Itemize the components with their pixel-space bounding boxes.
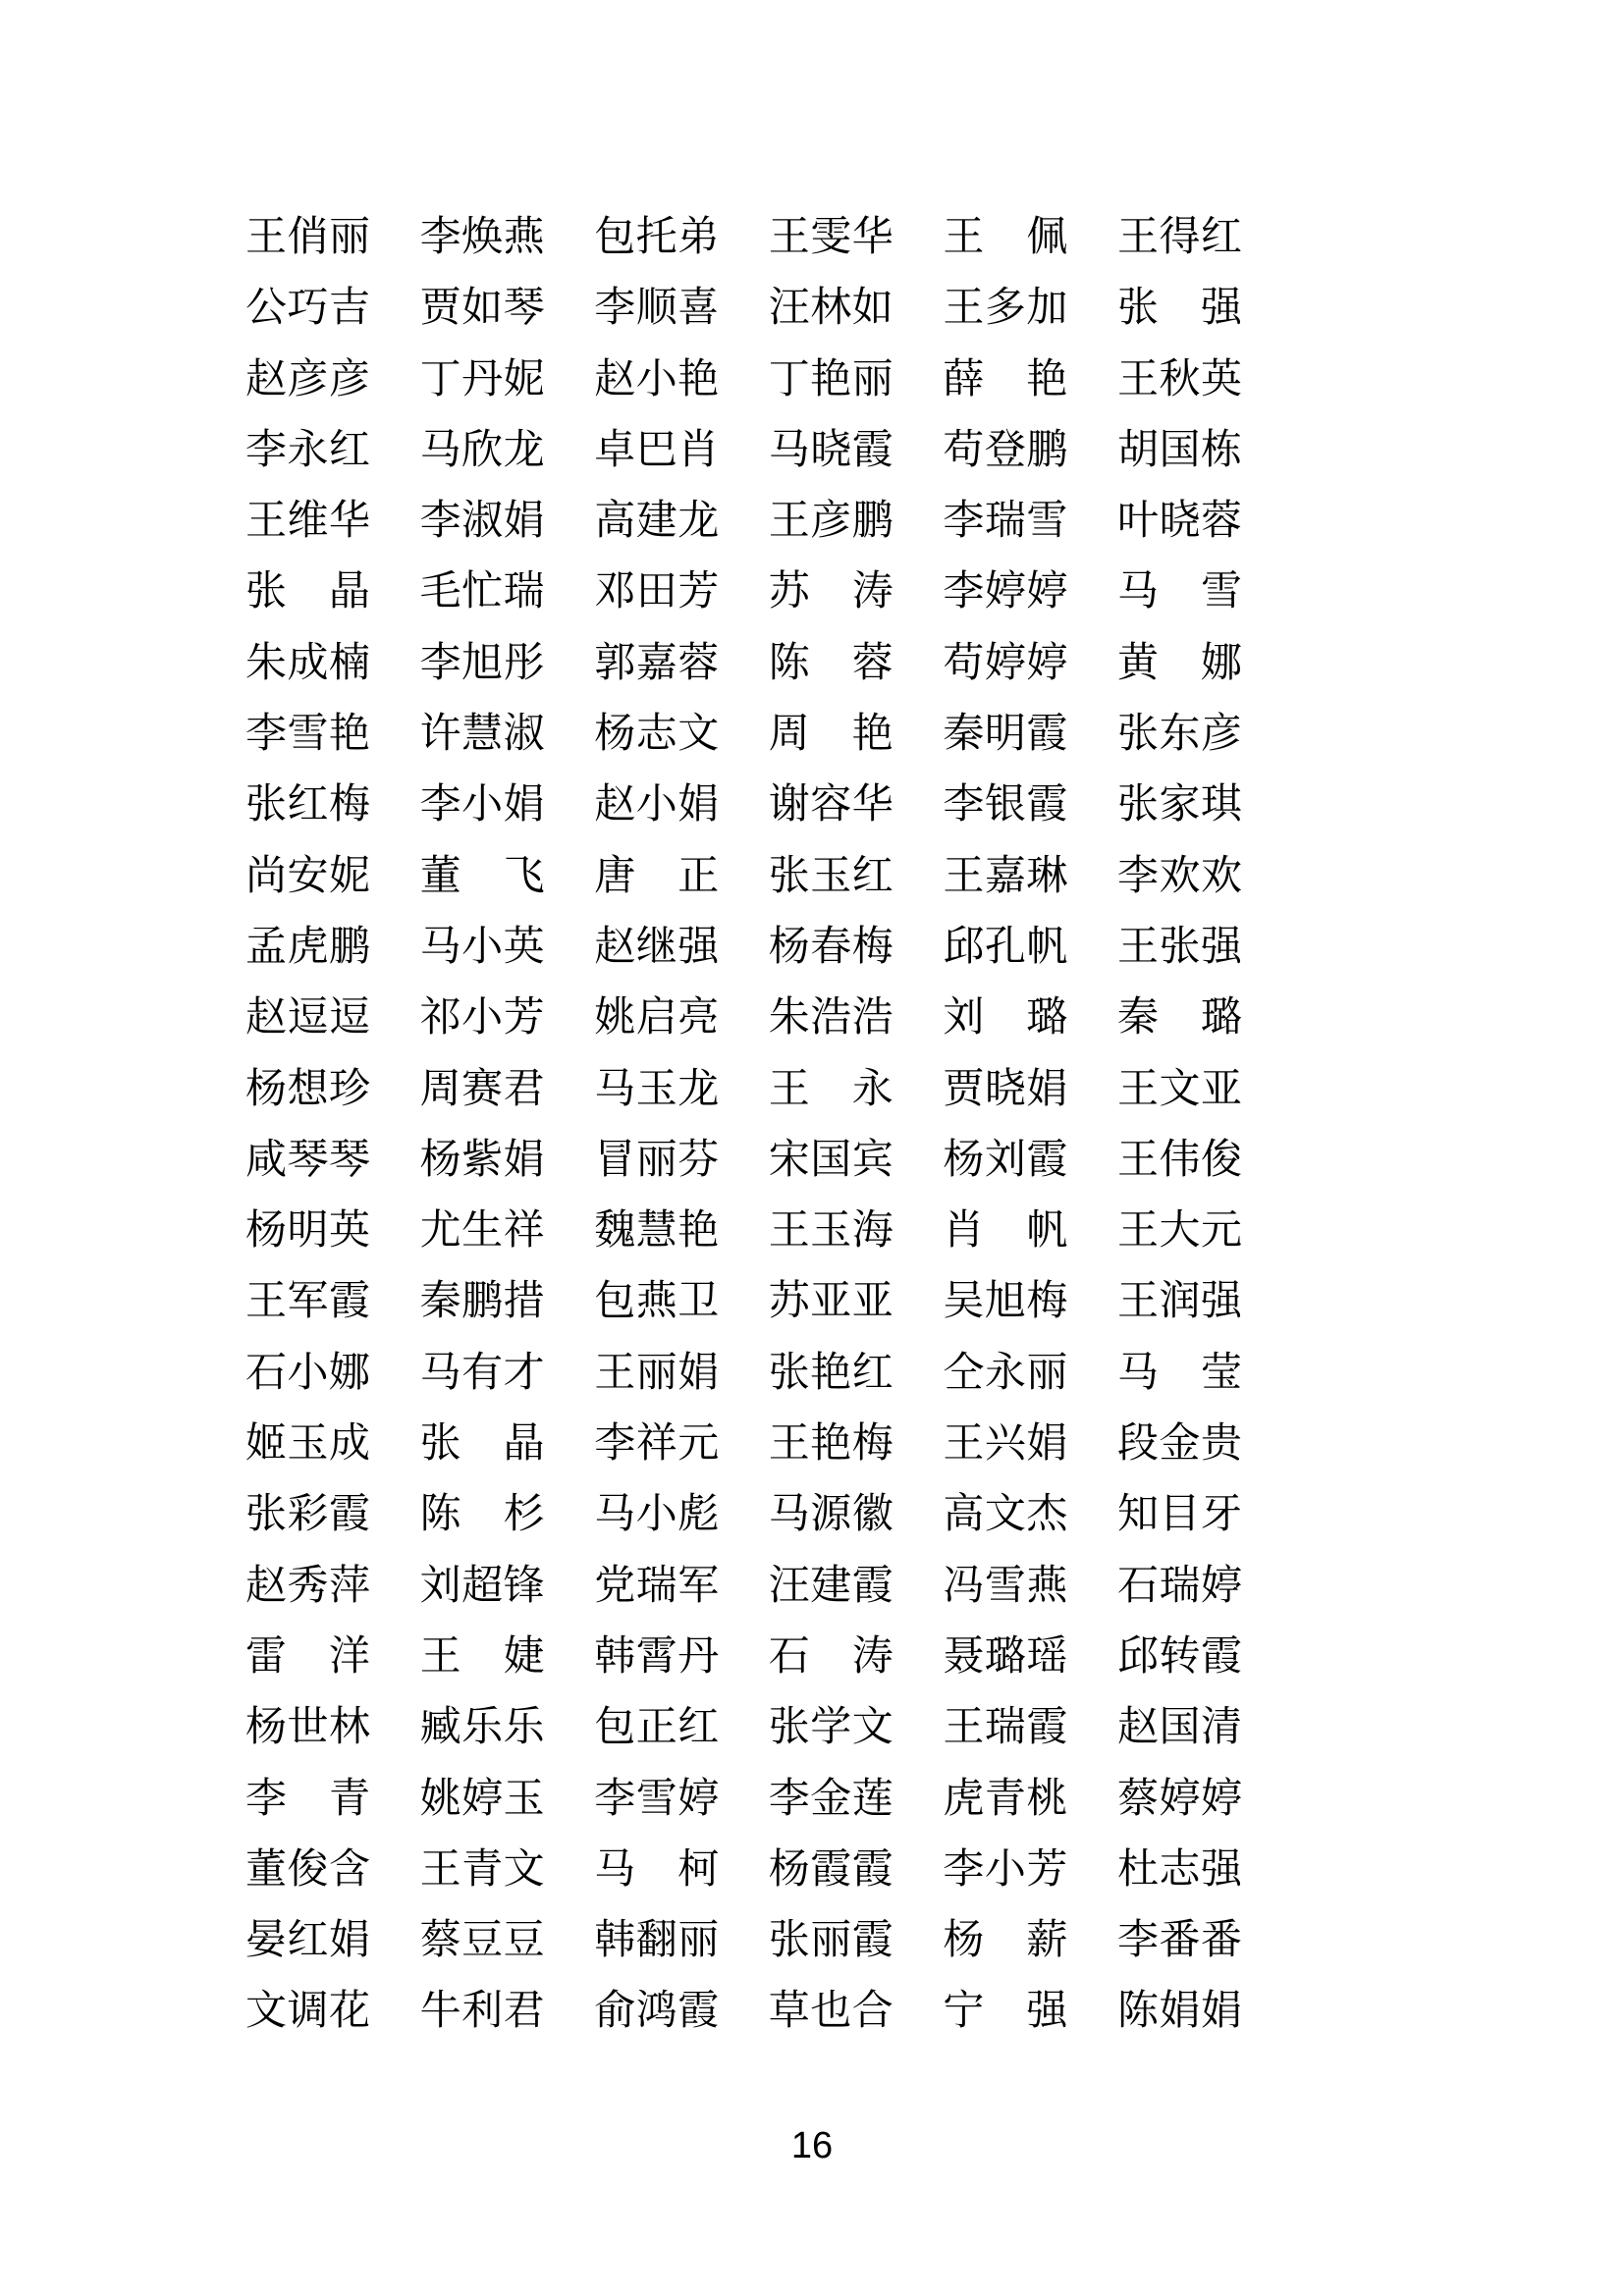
name-entry: 秦 璐 <box>1116 992 1243 1041</box>
page-number: 16 <box>790 2125 834 2166</box>
name-entry: 苏 涛 <box>768 566 894 615</box>
name-entry: 邱转霞 <box>1116 1630 1243 1680</box>
name-entry: 马 柯 <box>594 1843 720 1893</box>
name-entry: 李小娟 <box>419 779 546 828</box>
name-entry: 杨霞霞 <box>768 1843 894 1893</box>
name-entry: 孟虎鹏 <box>245 921 371 970</box>
name-entry: 李银霞 <box>943 779 1068 828</box>
name-entry: 杨明英 <box>245 1205 371 1255</box>
name-entry: 马晓霞 <box>768 424 894 473</box>
name-entry: 杨世林 <box>245 1702 371 1751</box>
name-entry: 韩翻丽 <box>594 1915 720 1964</box>
name-entry: 董 飞 <box>419 850 546 899</box>
name-entry: 马有才 <box>419 1347 546 1396</box>
name-entry: 石瑞婷 <box>1116 1560 1243 1609</box>
name-entry: 张东彦 <box>1116 709 1243 758</box>
name-entry: 赵小艳 <box>594 353 720 402</box>
name-entry: 陈 蓉 <box>768 637 894 686</box>
name-entry: 姚启亮 <box>594 992 720 1041</box>
name-entry: 李雪婷 <box>594 1773 720 1822</box>
name-entry: 刘超锋 <box>419 1560 546 1609</box>
name-entry: 魏慧艳 <box>594 1205 720 1255</box>
name-entry: 李永红 <box>245 424 371 473</box>
name-entry: 李婷婷 <box>943 566 1068 615</box>
name-entry: 李焕燕 <box>419 212 546 260</box>
name-entry: 祁小芳 <box>419 992 546 1041</box>
name-entry: 张 强 <box>1116 283 1243 332</box>
name-entry: 谢容华 <box>768 779 894 828</box>
name-entry: 胡国栋 <box>1116 424 1243 473</box>
name-entry: 冯雪燕 <box>943 1560 1068 1609</box>
name-entry: 肖 帆 <box>943 1205 1068 1255</box>
name-entry: 包正红 <box>594 1702 720 1751</box>
name-entry: 张玉红 <box>768 850 894 899</box>
name-entry: 马欣龙 <box>419 424 546 473</box>
name-entry: 晏红娟 <box>245 1915 371 1964</box>
name-entry: 王 永 <box>768 1063 894 1112</box>
name-entry: 杨刘霞 <box>943 1134 1068 1183</box>
name-entry: 俞鸿霞 <box>594 1986 720 2035</box>
name-entry: 贾晓娟 <box>943 1063 1068 1112</box>
name-entry: 聂璐瑶 <box>943 1630 1068 1680</box>
name-entry: 丁丹妮 <box>419 353 546 402</box>
name-entry: 咸琴琴 <box>245 1134 371 1183</box>
name-entry: 高建龙 <box>594 496 720 545</box>
name-entry: 周 艳 <box>768 709 894 758</box>
name-entry: 赵逗逗 <box>245 992 371 1041</box>
name-entry: 董俊含 <box>245 1843 371 1893</box>
name-entry: 毛忙瑞 <box>419 566 546 615</box>
name-entry: 赵小娟 <box>594 779 720 828</box>
name-entry: 马 莹 <box>1116 1347 1243 1396</box>
name-entry: 王多加 <box>943 283 1068 332</box>
name-entry: 包托弟 <box>594 212 720 260</box>
name-entry: 文调花 <box>245 1986 371 2035</box>
name-entry: 宋国宾 <box>768 1134 894 1183</box>
name-entry: 杨想珍 <box>245 1063 371 1112</box>
name-entry: 王伟俊 <box>1116 1134 1243 1183</box>
name-entry: 黄 娜 <box>1116 637 1243 686</box>
name-entry: 马小彪 <box>594 1489 720 1538</box>
name-entry: 杨紫娟 <box>419 1134 546 1183</box>
name-entry: 李瑞雪 <box>943 496 1068 545</box>
name-entry: 王军霞 <box>245 1276 371 1325</box>
name-entry: 姚婷玉 <box>419 1773 546 1822</box>
name-entry: 雷 洋 <box>245 1630 371 1680</box>
name-entry: 李旭彤 <box>419 637 546 686</box>
name-entry: 秦明霞 <box>943 709 1068 758</box>
name-entry: 石 涛 <box>768 1630 894 1680</box>
name-entry: 知目牙 <box>1116 1489 1243 1538</box>
name-entry: 王俏丽 <box>245 212 371 260</box>
name-entry: 王张强 <box>1116 921 1243 970</box>
name-entry: 张学文 <box>768 1702 894 1751</box>
name-entry: 朱成楠 <box>245 637 371 686</box>
name-entry: 王嘉琳 <box>943 850 1068 899</box>
name-entry: 唐 正 <box>594 850 720 899</box>
name-entry: 赵国清 <box>1116 1702 1243 1751</box>
name-entry: 叶晓蓉 <box>1116 496 1243 545</box>
name-entry: 王 婕 <box>419 1630 546 1680</box>
name-entry: 杨志文 <box>594 709 720 758</box>
name-entry: 王文亚 <box>1116 1063 1243 1112</box>
name-entry: 苟登鹏 <box>943 424 1068 473</box>
name-entry: 李 青 <box>245 1773 371 1822</box>
name-entry: 马小英 <box>419 921 546 970</box>
name-entry: 刘 璐 <box>943 992 1068 1041</box>
name-entry: 李顺喜 <box>594 283 720 332</box>
name-entry: 秦鹏措 <box>419 1276 546 1325</box>
name-entry: 杨春梅 <box>768 921 894 970</box>
name-entry: 王青文 <box>419 1843 546 1893</box>
name-entry: 苏亚亚 <box>768 1276 894 1325</box>
name-list-grid <box>245 201 1243 2047</box>
name-entry: 高文杰 <box>943 1489 1068 1538</box>
name-entry: 朱浩浩 <box>768 992 894 1041</box>
name-entry: 张 晶 <box>419 1418 546 1468</box>
name-entry: 李欢欢 <box>1116 850 1243 899</box>
name-entry: 杜志强 <box>1116 1843 1243 1893</box>
name-entry: 王丽娟 <box>594 1347 720 1396</box>
name-entry: 吴旭梅 <box>943 1276 1068 1325</box>
name-entry: 马源徽 <box>768 1489 894 1538</box>
name-entry: 张家琪 <box>1116 779 1243 828</box>
name-entry: 王艳梅 <box>768 1418 894 1468</box>
name-entry: 臧乐乐 <box>419 1702 546 1751</box>
name-entry: 陈 杉 <box>419 1489 546 1538</box>
name-entry: 蔡婷婷 <box>1116 1773 1243 1822</box>
name-entry: 周赛君 <box>419 1063 546 1112</box>
name-entry: 张红梅 <box>245 779 371 828</box>
name-entry: 尚安妮 <box>245 850 371 899</box>
name-entry: 薛 艳 <box>943 353 1068 402</box>
name-entry: 虎青桃 <box>943 1773 1068 1822</box>
name-entry: 王玉海 <box>768 1205 894 1255</box>
name-entry: 卓巴肖 <box>594 424 720 473</box>
name-entry: 段金贵 <box>1116 1418 1243 1468</box>
name-entry: 王维华 <box>245 496 371 545</box>
name-entry: 李小芳 <box>943 1843 1068 1893</box>
name-entry: 公巧吉 <box>245 283 371 332</box>
name-entry: 邓田芳 <box>594 566 720 615</box>
name-entry: 王得红 <box>1116 212 1243 260</box>
name-entry: 郭嘉蓉 <box>594 637 720 686</box>
name-entry: 王秋英 <box>1116 353 1243 402</box>
name-entry: 赵继强 <box>594 921 720 970</box>
name-entry: 包燕卫 <box>594 1276 720 1325</box>
name-entry: 马玉龙 <box>594 1063 720 1112</box>
name-entry: 张丽霞 <box>768 1915 894 1964</box>
name-entry: 牛利君 <box>419 1986 546 2035</box>
name-entry: 李淑娟 <box>419 496 546 545</box>
name-entry: 王大元 <box>1116 1205 1243 1255</box>
name-entry: 仝永丽 <box>943 1347 1068 1396</box>
name-entry: 赵秀萍 <box>245 1560 371 1609</box>
name-entry: 邱孔帆 <box>943 921 1068 970</box>
name-entry: 王 佩 <box>943 212 1068 260</box>
name-entry: 宁 强 <box>943 1986 1068 2035</box>
name-entry: 李祥元 <box>594 1418 720 1468</box>
name-entry: 王瑞霞 <box>943 1702 1068 1751</box>
name-entry: 杨 薪 <box>943 1915 1068 1964</box>
name-entry: 草也合 <box>768 1986 894 2035</box>
name-entry: 王润强 <box>1116 1276 1243 1325</box>
name-entry: 韩霄丹 <box>594 1630 720 1680</box>
name-entry: 赵彦彦 <box>245 353 371 402</box>
name-entry: 张艳红 <box>768 1347 894 1396</box>
name-entry: 王兴娟 <box>943 1418 1068 1468</box>
name-entry: 冒丽芬 <box>594 1134 720 1183</box>
name-entry: 马 雪 <box>1116 566 1243 615</box>
name-entry: 许慧淑 <box>419 709 546 758</box>
name-entry: 石小娜 <box>245 1347 371 1396</box>
name-entry: 李雪艳 <box>245 709 371 758</box>
name-entry: 张彩霞 <box>245 1489 371 1538</box>
name-entry: 汪建霞 <box>768 1560 894 1609</box>
name-entry: 李金莲 <box>768 1773 894 1822</box>
name-entry: 苟婷婷 <box>943 637 1068 686</box>
name-entry: 尤生祥 <box>419 1205 546 1255</box>
name-entry: 姬玉成 <box>245 1418 371 1468</box>
name-entry: 蔡豆豆 <box>419 1915 546 1964</box>
name-entry: 陈娟娟 <box>1116 1986 1243 2035</box>
name-entry: 汪林如 <box>768 283 894 332</box>
name-entry: 贾如琴 <box>419 283 546 332</box>
name-entry: 丁艳丽 <box>768 353 894 402</box>
name-entry: 王雯华 <box>768 212 894 260</box>
name-entry: 党瑞军 <box>594 1560 720 1609</box>
name-entry: 张 晶 <box>245 566 371 615</box>
name-entry: 李番番 <box>1116 1915 1243 1964</box>
name-entry: 王彦鹏 <box>768 496 894 545</box>
